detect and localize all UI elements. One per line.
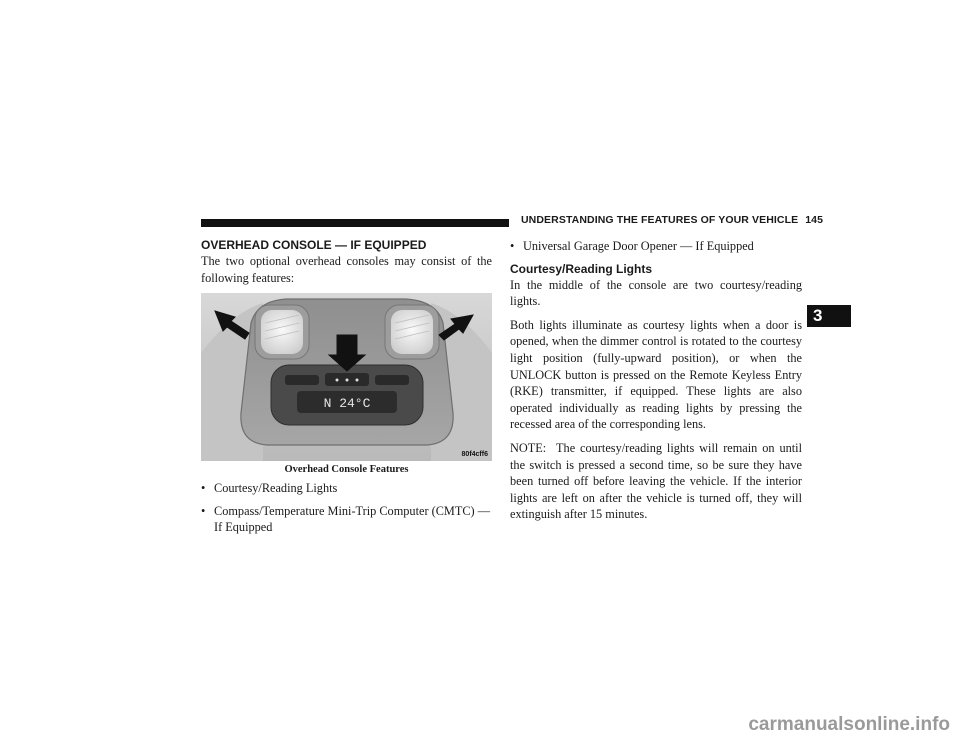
feature-list: [201, 480, 492, 536]
console-display-readout: N 24°C: [323, 396, 371, 412]
header-rule: [201, 219, 509, 227]
figure-caption: Overhead Console Features: [284, 464, 409, 476]
list-item-text: Universal Garage Door Opener — If Equipped: [523, 239, 754, 253]
list-item: [201, 503, 492, 536]
bullet-symbol: •: [201, 503, 206, 518]
section-heading: OVERHEAD CONSOLE — IF EQUIPPED: [201, 238, 427, 252]
bullet-symbol: •: [201, 481, 206, 496]
running-header: [521, 214, 824, 226]
subsection-heading: Courtesy/Reading Lights: [510, 261, 653, 276]
note-paragraph: [510, 440, 802, 523]
right-column: [510, 238, 802, 530]
header-title: UNDERSTANDING THE FEATURES OF YOUR VEHICLE: [521, 214, 799, 226]
intro-paragraph: The two optional overhead consoles may consist of the following features:: [201, 254, 492, 285]
note-label: NOTE:: [510, 440, 547, 455]
note-text: The courtesy/reading lights will remain on until the switch is pressed a second time, so be sure they have been turned off before leaving the vehicle. If the interior lights are left on after the vehicle is turned off, they will extinguish after 15 minutes.: [510, 440, 802, 522]
bullet-symbol: •: [510, 239, 515, 253]
paragraph-body: Both lights illuminate as courtesy lights when a door is opened, when the dimmer control is rotated to the courtesy light position (fully-upward position), or when the UNLOCK button is pressed on the Remote Keyless Entry (RKE) transmitter, if equipped. These lights are also operated individually as reading lights by pressing the recessed area of the corresponding lens.: [510, 317, 802, 432]
paragraph-intro: In the middle of the console are two courtesy/reading lights.: [510, 277, 802, 309]
watermark: carmanualsonline.info: [748, 714, 950, 735]
overhead-console-illustration: [201, 293, 492, 461]
page-number: 145: [805, 214, 824, 226]
feature-list-continued: [510, 238, 802, 255]
overhead-console-figure: [201, 293, 492, 461]
figure-code: 80f4cff6: [461, 451, 488, 459]
list-item-text: Courtesy/Reading Lights: [214, 481, 338, 496]
list-item-text: Compass/Temperature Mini-Trip Computer (CMTC) — If Equipped: [214, 503, 491, 535]
chapter-tab: 3: [807, 305, 851, 327]
left-column: [201, 238, 492, 542]
list-item: [201, 480, 492, 497]
list-item: [510, 238, 802, 255]
